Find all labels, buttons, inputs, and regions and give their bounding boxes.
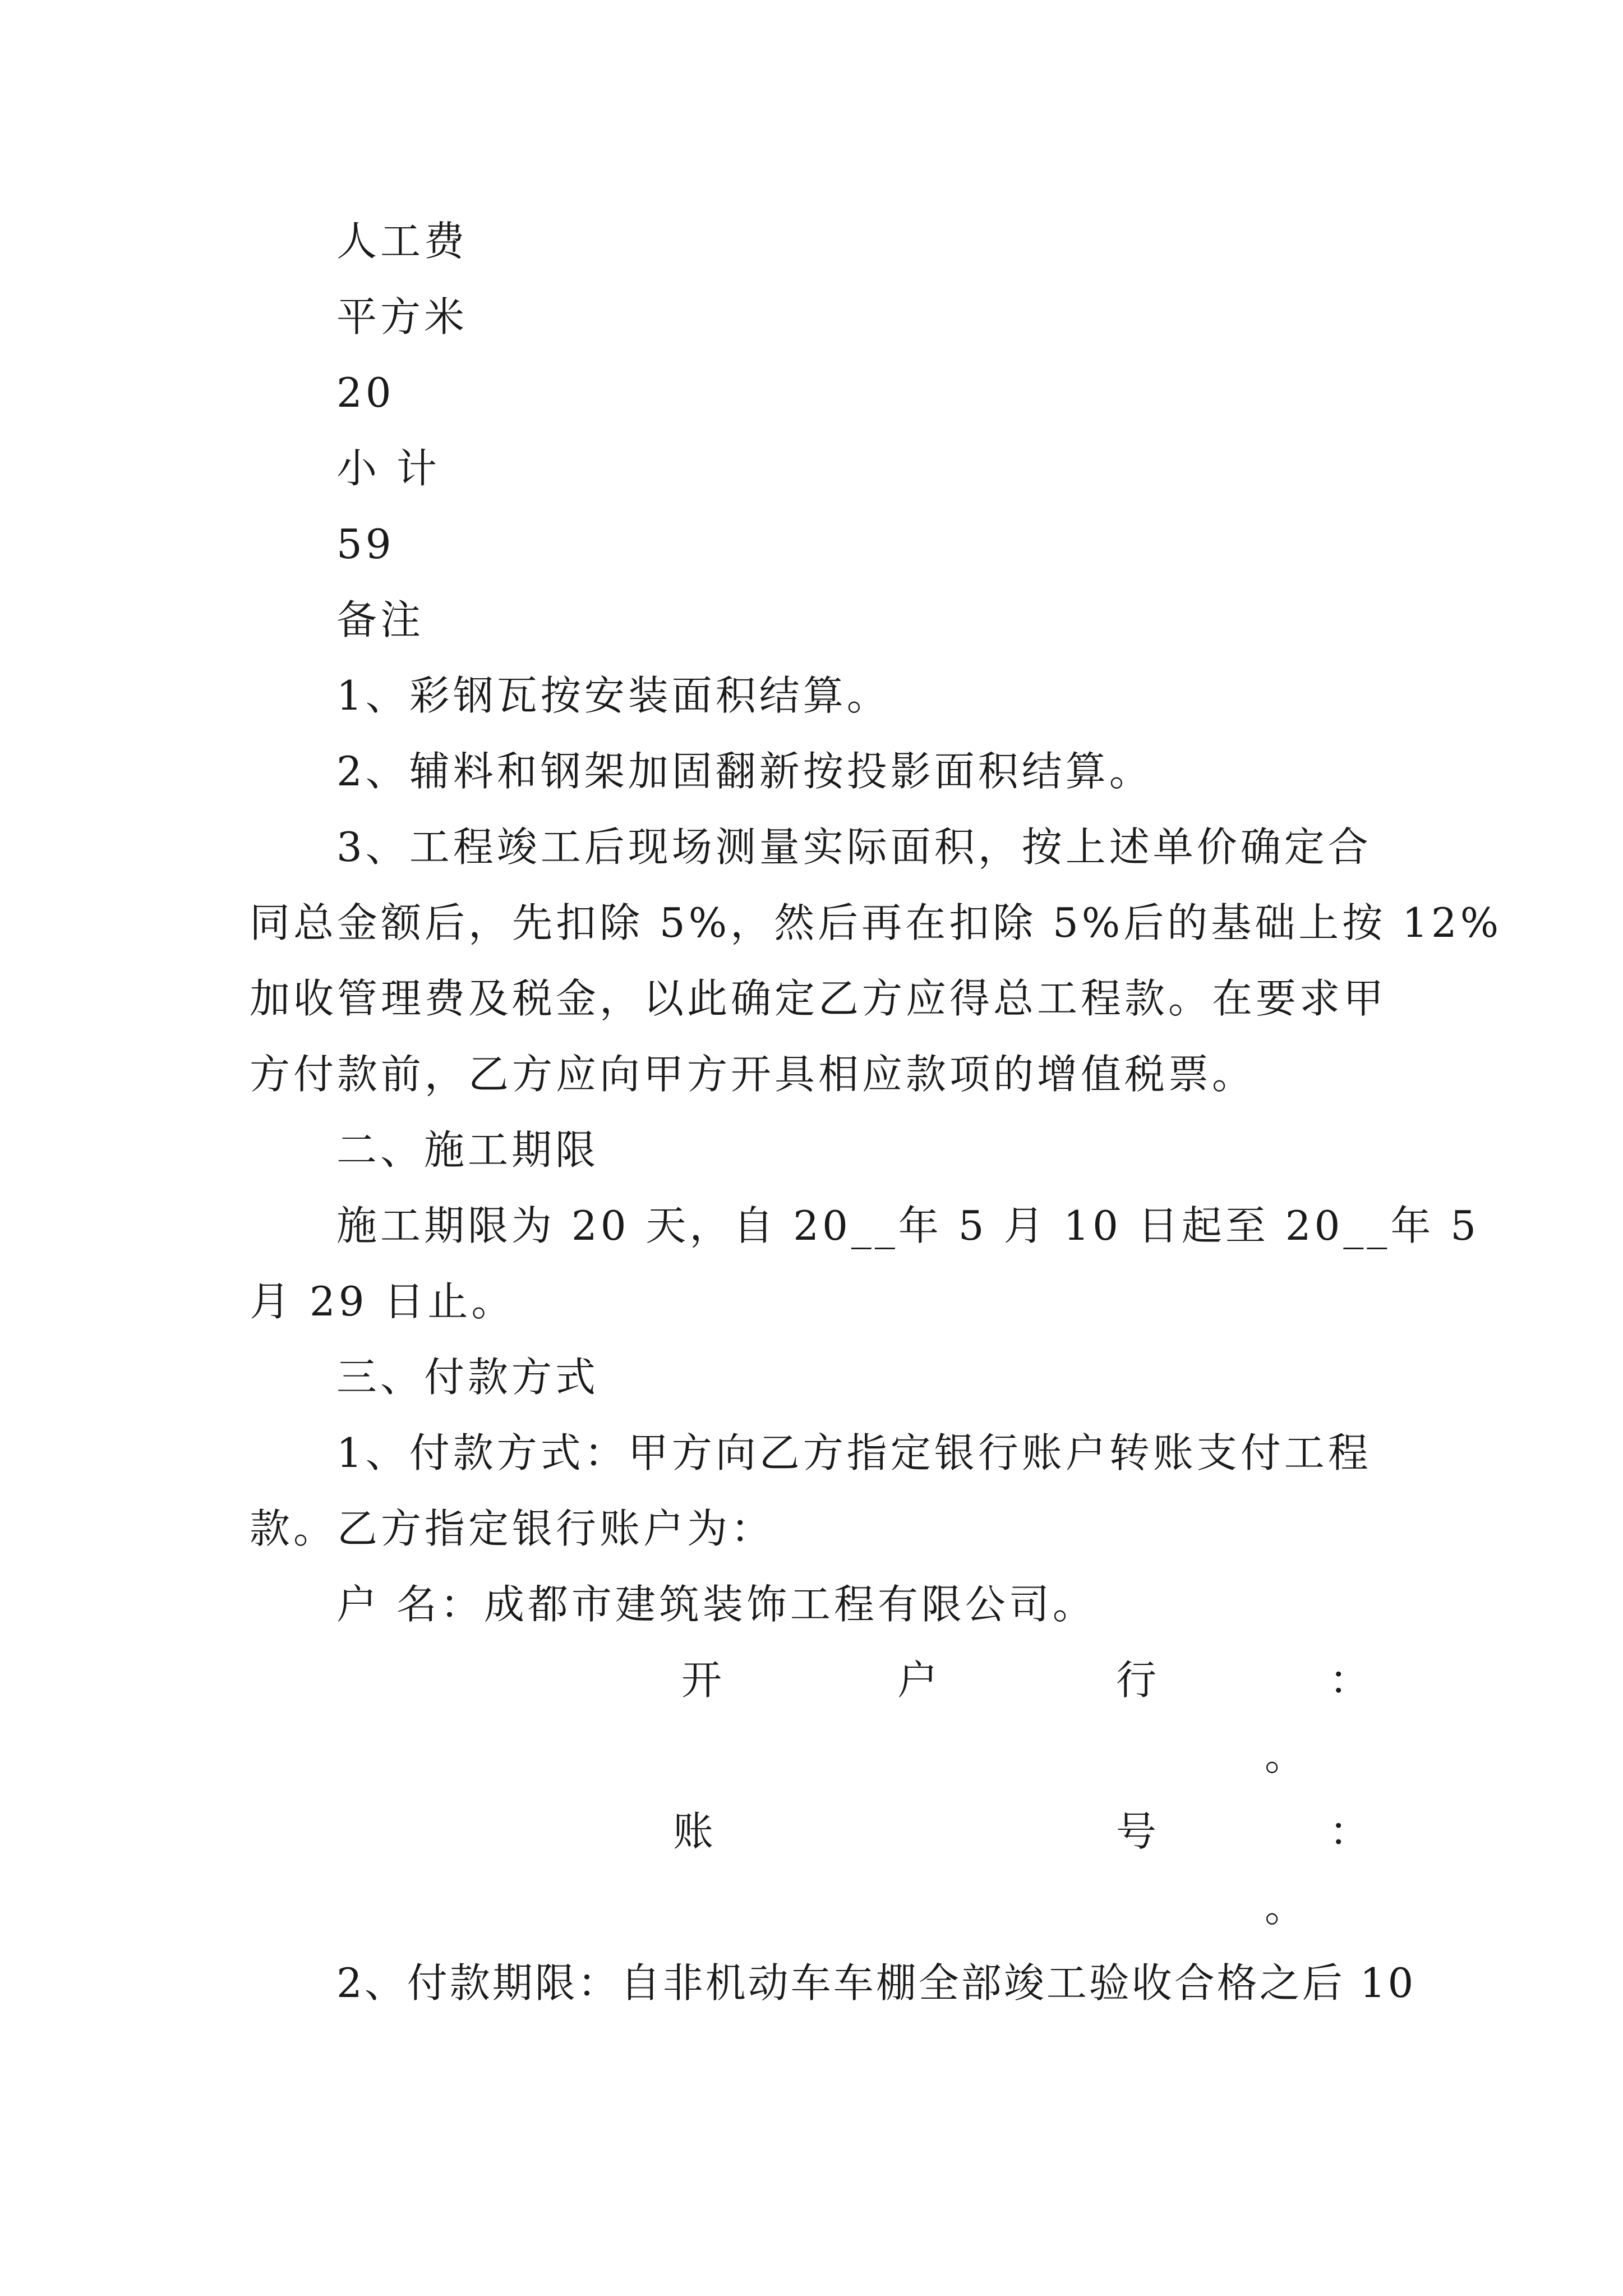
account-number-blank-end: 。 — [1265, 1884, 1309, 1931]
bank-char-1: 开 — [681, 1657, 722, 1704]
section-3-heading: 三、付款方式 — [336, 1354, 600, 1401]
construction-period-line-2: 月 29 日止。 — [250, 1278, 515, 1325]
remark-3-line-3: 加收管理费及税金，以此确定乙方应得总工程款。在要求甲 — [250, 975, 1387, 1022]
bank-char-3: 行 — [1116, 1657, 1157, 1704]
remark-3-line-4: 方付款前，乙方应向甲方开具相应款项的增值税票。 — [250, 1051, 1256, 1098]
payment-deadline-line-1: 2、付款期限：自非机动车车棚全部竣工验收合格之后 10 — [336, 1959, 1416, 2007]
remark-1: 1、彩钢瓦按安装面积结算。 — [336, 672, 891, 719]
item-unit: 平方米 — [336, 293, 468, 341]
bank-colon: ： — [1329, 1657, 1370, 1704]
payment-method-line-1: 1、付款方式：甲方向乙方指定银行账户转账支付工程 — [336, 1429, 1372, 1476]
account-number-colon: ： — [1329, 1808, 1370, 1855]
account-number-char-1: 账 — [673, 1808, 714, 1855]
item-labor-cost: 人工费 — [336, 218, 468, 265]
remark-3-line-1: 3、工程竣工后现场测量实际面积，按上述单价确定合 — [336, 823, 1372, 871]
section-2-heading: 二、施工期限 — [336, 1126, 600, 1174]
subtotal-value: 59 — [336, 521, 395, 568]
bank-row — [0, 1652, 1623, 1708]
payment-method-line-2: 款。乙方指定银行账户为： — [250, 1505, 775, 1552]
construction-period-line-1: 施工期限为 20 天，自 20__年 5 月 10 日起至 20__年 5 — [336, 1202, 1480, 1249]
bank-blank-end: 。 — [1265, 1732, 1309, 1779]
remarks-heading: 备注 — [336, 596, 425, 643]
account-number-row — [0, 1803, 1623, 1860]
subtotal-label: 小 计 — [336, 445, 440, 492]
account-name: 户 名：成都市建筑装饰工程有限公司。 — [336, 1581, 1096, 1628]
item-price: 20 — [336, 369, 395, 416]
account-number-char-2: 号 — [1116, 1808, 1157, 1855]
bank-char-2: 户 — [897, 1657, 938, 1704]
remark-3-line-2: 同总金额后，先扣除 5%，然后再在扣除 5%后的基础上按 12% — [250, 899, 1502, 946]
remark-2: 2、辅料和钢架加固翻新按投影面积结算。 — [336, 748, 1153, 795]
